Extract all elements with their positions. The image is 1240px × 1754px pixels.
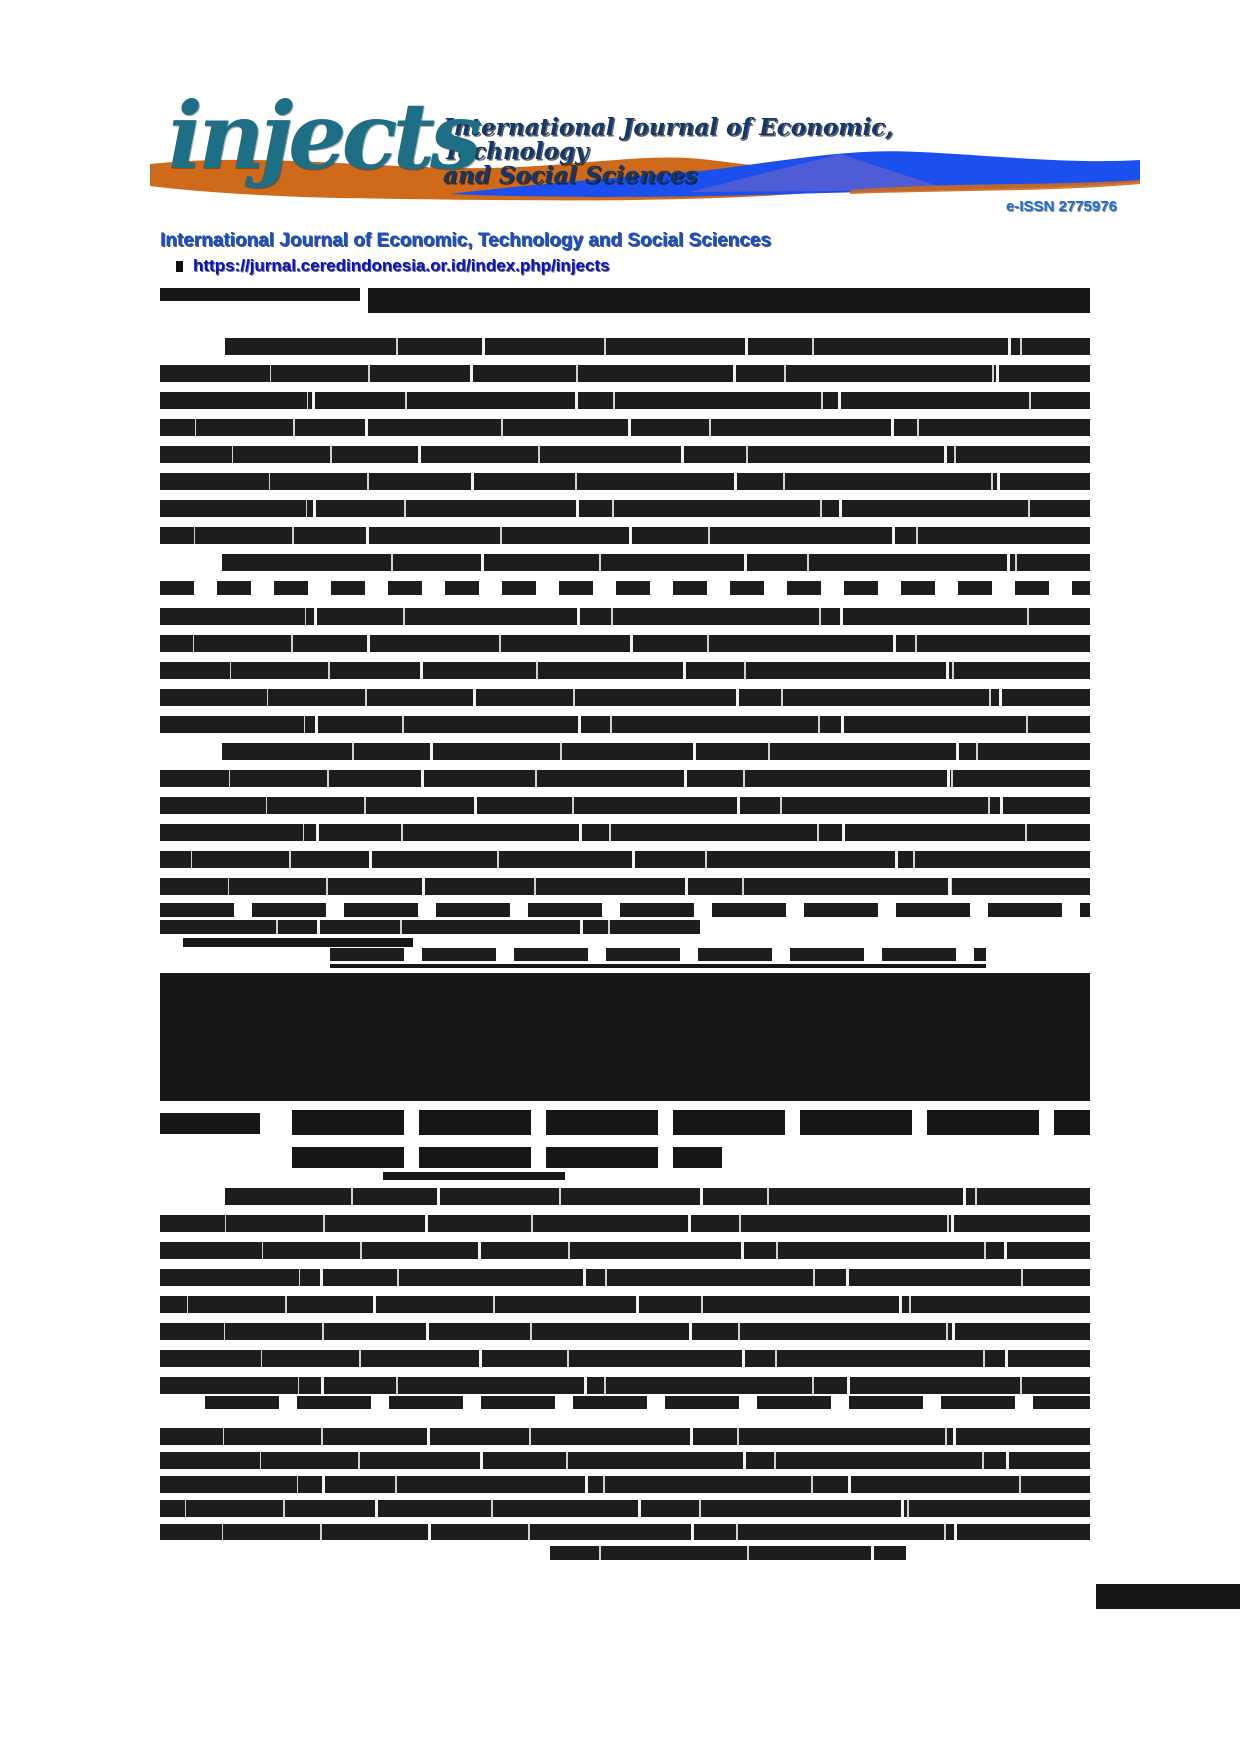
redacted-text-line — [550, 1546, 906, 1560]
redacted-text-line — [160, 1215, 1090, 1232]
redacted-title-bar — [368, 288, 1090, 313]
link-bullet-icon — [176, 261, 183, 272]
redacted-heading-line — [292, 1110, 1090, 1135]
redacted-text-line — [160, 716, 1090, 733]
redacted-text-line — [160, 1269, 1090, 1286]
redacted-heading-underline — [383, 1172, 565, 1180]
redacted-page-footer — [1096, 1584, 1240, 1609]
journal-tagline-line2: and Social Sciences — [443, 162, 698, 189]
redacted-text-line — [160, 770, 1090, 787]
redacted-text-line — [160, 1452, 1090, 1469]
redacted-text-line — [160, 1242, 1090, 1259]
redacted-figure-caption-underline — [330, 964, 986, 968]
redacted-text-line — [160, 878, 1090, 895]
redacted-text-line — [225, 1188, 1090, 1205]
redacted-text-line — [205, 1396, 1090, 1409]
redacted-text-line — [160, 797, 1090, 814]
redacted-text-line — [160, 1323, 1090, 1340]
journal-title: International Journal of Economic, Technology and Social Sciences — [160, 230, 771, 251]
redacted-text-line — [160, 419, 1090, 436]
redacted-text-line — [160, 527, 1090, 544]
journal-url-link[interactable]: https://jurnal.ceredindonesia.or.id/index.php/injects — [193, 256, 610, 275]
redacted-text-line — [160, 851, 1090, 868]
redacted-text-line — [160, 824, 1090, 841]
redacted-text-line — [160, 1296, 1090, 1313]
redacted-text-line — [160, 500, 1090, 517]
redacted-text-line — [160, 662, 1090, 679]
redacted-text-line — [160, 608, 1090, 625]
redacted-figure-caption — [330, 948, 986, 961]
redacted-text-line — [225, 338, 1090, 355]
redacted-text-line — [160, 473, 1090, 490]
redacted-text-line — [160, 1428, 1090, 1445]
redacted-text-line — [160, 1350, 1090, 1367]
redacted-text-line — [160, 689, 1090, 706]
journal-tagline-line1: International Journal of Economic, Technology — [443, 114, 894, 165]
redacted-text-line — [160, 920, 700, 934]
journal-logo: injects — [168, 82, 477, 190]
redacted-text-line — [160, 903, 1090, 917]
redacted-text-line — [160, 392, 1090, 409]
issn-label: e-ISSN 2775976 — [1006, 198, 1117, 215]
redacted-text-line — [160, 1524, 1090, 1540]
redacted-figure — [160, 973, 1090, 1101]
redacted-text-line — [160, 581, 1090, 595]
redacted-text-line — [160, 1500, 1090, 1517]
redacted-text-line — [222, 554, 1090, 571]
redacted-text-fragment — [183, 938, 413, 947]
redacted-heading-number — [160, 1113, 260, 1134]
redacted-text-line — [160, 446, 1090, 463]
redacted-text-line — [160, 1377, 1090, 1394]
journal-tagline — [443, 116, 1043, 188]
redacted-title-bar — [160, 288, 360, 301]
redacted-text-line — [222, 743, 1090, 760]
redacted-heading-line2 — [292, 1147, 722, 1168]
redacted-text-line — [160, 365, 1090, 382]
redacted-text-line — [160, 635, 1090, 652]
redacted-text-line — [160, 1476, 1090, 1493]
